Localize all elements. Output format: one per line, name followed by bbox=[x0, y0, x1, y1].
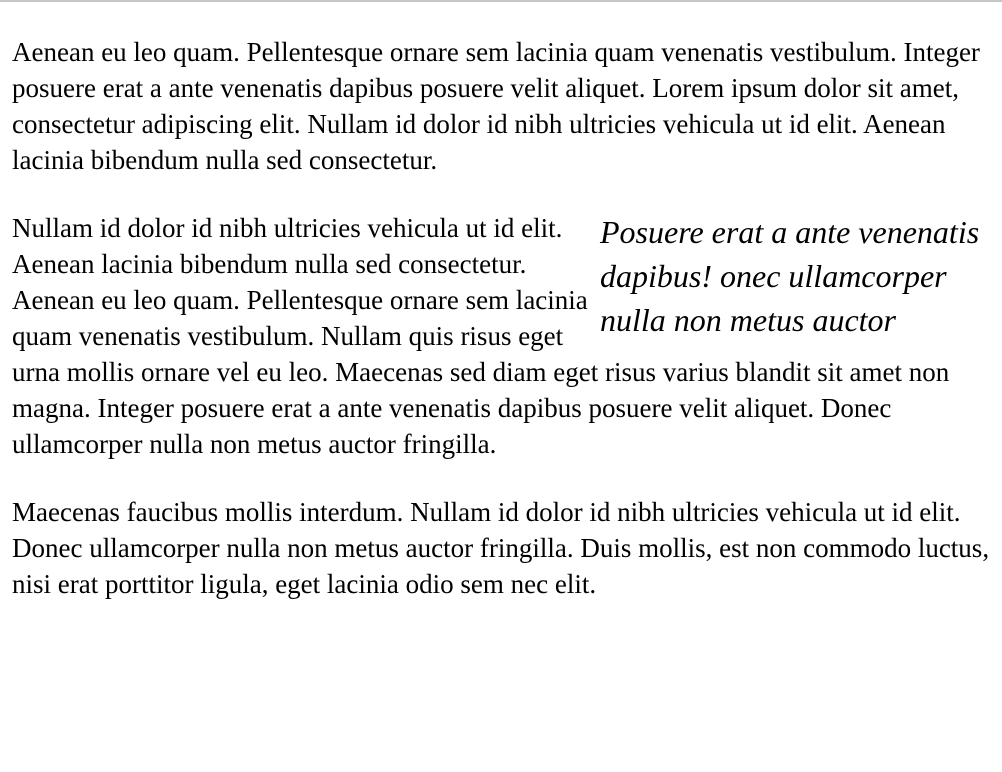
paragraph-2: Nullam id dolor id nibh ultricies vehicula ut id elit. Aenean lacinia bibendum nulla sed consectetur. Aenean eu leo quam. Pellentesque ornare sem lacinia quam venenatis vestibulum. Nullam quis risus eget urna mollis ornare vel eu leo. Maecenas sed diam eget risus varius blandit sit amet non magna. Integer posuere erat a ante venenatis dapibus posuere velit aliquet. Donec ullamcorper nulla non metus auctor fringilla. bbox=[12, 213, 950, 459]
pull-quote: Posuere erat a ante venenatis dapibus! onec ullamcorper nulla non metus auctor bbox=[600, 214, 980, 338]
top-divider bbox=[0, 0, 1002, 2]
article-body bbox=[12, 34, 990, 634]
paragraph-3: Maecenas faucibus mollis interdum. Nullam id dolor id nibh ultricies vehicula ut id elit. Donec ullamcorper nulla non metus auctor fringilla. Duis mollis, est non commodo luctus, nisi erat porttitor ligula, eget lacinia odio sem nec elit. bbox=[12, 497, 990, 599]
paragraph-2-block bbox=[12, 210, 990, 462]
paragraph-1: Aenean eu leo quam. Pellentesque ornare sem lacinia quam venenatis vestibulum. Integer posuere erat a ante venenatis dapibus posuere velit aliquet. Lorem ipsum dolor sit amet, consectetur adipiscing elit. Nullam id dolor id nibh ultricies vehicula ut id elit. Aenean lacinia bibendum nulla sed consectetur. bbox=[12, 37, 980, 175]
